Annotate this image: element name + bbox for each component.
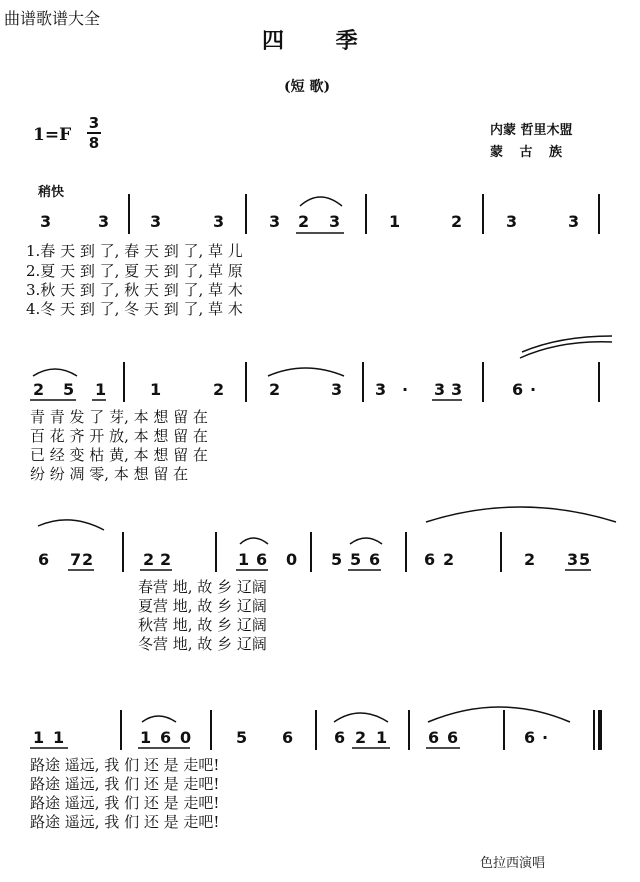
note: 2 [33, 380, 45, 399]
note: · [402, 380, 409, 399]
key-signature: 1=F [33, 125, 72, 145]
lyric-verse-4: 4.冬 天 到 了, 冬 天 到 了, 草 木 [26, 300, 243, 318]
note: 6 [424, 550, 436, 569]
note: 5 [63, 380, 75, 399]
note: 3 [213, 212, 225, 231]
note: 7 [70, 550, 82, 569]
note: 3 [98, 212, 110, 231]
lyric-verse-1: 1.春 天 到 了, 春 天 到 了, 草 儿 [26, 242, 243, 260]
lyric-verse-4: 冬营 地, 故 乡 辽阔 [138, 635, 267, 653]
note: 2 [298, 212, 310, 231]
note: 3 [451, 380, 463, 399]
note: 1 [53, 728, 65, 747]
note: 6 [512, 380, 524, 399]
note: 5 [579, 550, 591, 569]
note: 2 [269, 380, 281, 399]
note: 2 [451, 212, 463, 231]
lyric-verse-4: 路途 遥远, 我 们 还 是 走吧! [30, 813, 220, 831]
lyric-verse-2: 2.夏 天 到 了, 夏 天 到 了, 草 原 [26, 262, 243, 280]
note: 2 [524, 550, 536, 569]
lyric-verse-2: 路途 遥远, 我 们 还 是 走吧! [30, 775, 220, 793]
note: 2 [443, 550, 455, 569]
lyric-verse-1: 路途 遥远, 我 们 还 是 走吧! [30, 756, 220, 774]
note: 3 [269, 212, 281, 231]
note: 3 [434, 380, 446, 399]
note: 1 [389, 212, 401, 231]
time-numerator: 3 [88, 114, 100, 132]
note: 2 [160, 550, 172, 569]
tempo-marking: 稍快 [38, 185, 65, 200]
lyric-verse-2: 夏营 地, 故 乡 辽阔 [138, 597, 267, 615]
note: 6 [369, 550, 381, 569]
performer-credit: 色拉西演唱 [480, 856, 546, 871]
lyric-verse-3: 3.秋 天 到 了, 秋 天 到 了, 草 木 [26, 281, 243, 299]
note: 6 [282, 728, 294, 747]
note: 3 [331, 380, 343, 399]
note: 2 [355, 728, 367, 747]
lyric-verse-3: 秋营 地, 故 乡 辽阔 [138, 616, 267, 634]
note: 1 [140, 728, 152, 747]
note: 3 [329, 212, 341, 231]
note: 6 [524, 728, 536, 747]
lyric-verse-1: 青 青 发 了 芽, 本 想 留 在 [30, 408, 208, 426]
note: 1 [95, 380, 107, 399]
time-denominator: 8 [88, 134, 100, 152]
note: 3 [567, 550, 579, 569]
note: 5 [331, 550, 343, 569]
lyric-verse-1: 春营 地, 故 乡 辽阔 [138, 578, 267, 596]
site-label: 曲谱歌谱大全 [4, 9, 101, 28]
song-subtitle: (短 歌) [284, 79, 331, 95]
note: 0 [180, 728, 192, 747]
note: 2 [143, 550, 155, 569]
note: 1 [33, 728, 45, 747]
note: 6 [38, 550, 50, 569]
note: 1 [150, 380, 162, 399]
note: 3 [375, 380, 387, 399]
note: 2 [82, 550, 94, 569]
note: 6 [334, 728, 346, 747]
song-title: 四 季 [262, 28, 380, 54]
origin-line-2: 蒙 古 族 [490, 145, 569, 160]
note: 6 [256, 550, 268, 569]
lyric-verse-3: 已 经 变 枯 黄, 本 想 留 在 [30, 446, 208, 464]
note: 6 [160, 728, 172, 747]
note: · [530, 380, 537, 399]
note: 3 [40, 212, 52, 231]
note: 6 [447, 728, 459, 747]
note: 1 [376, 728, 388, 747]
origin-line-1: 内蒙 哲里木盟 [490, 123, 573, 138]
lyric-verse-3: 路途 遥远, 我 们 还 是 走吧! [30, 794, 220, 812]
note: 1 [238, 550, 250, 569]
note: · [542, 728, 549, 747]
note: 5 [236, 728, 248, 747]
note: 2 [213, 380, 225, 399]
note: 5 [350, 550, 362, 569]
lyric-verse-2: 百 花 齐 开 放, 本 想 留 在 [30, 427, 208, 445]
note: 3 [150, 212, 162, 231]
note: 3 [506, 212, 518, 231]
note: 3 [568, 212, 580, 231]
lyric-verse-4: 纷 纷 凋 零, 本 想 留 在 [30, 465, 189, 483]
note: 0 [286, 550, 298, 569]
note: 6 [428, 728, 440, 747]
